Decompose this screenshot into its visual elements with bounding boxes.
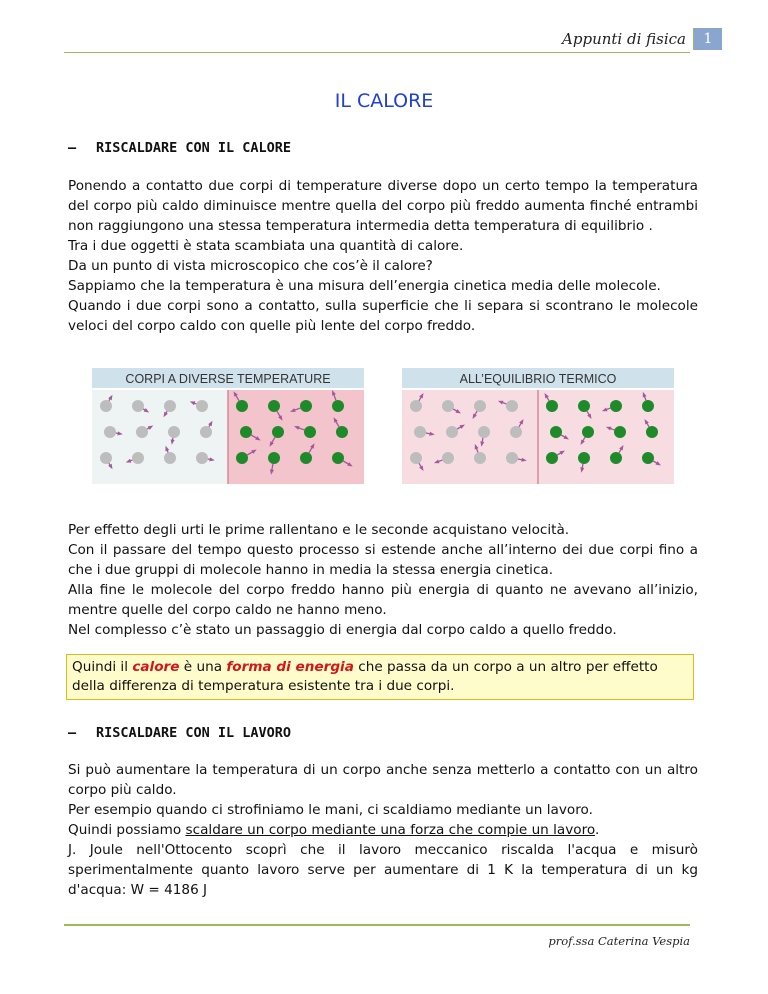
paragraph-line: Con il passare del tempo questo processo si estende anche all’interno dei due corpi fino a che i due gruppi di molecole hanno in media la stessa energia cinetica. xyxy=(68,542,698,578)
page-number: 1 xyxy=(693,28,722,50)
paragraph-line: Ponendo a contatto due corpi di temperature diverse dopo un certo tempo la temperatura del corpo più caldo diminuisce mentre quella del corpo più freddo aumenta finché entrambi non raggiungono una stessa temperatura intermedia detta temperatura di equilibrio . xyxy=(68,178,698,234)
definition-text: che passa da un corpo a un altro per effetto della differenza di temperatura esistente tra i due corpi. xyxy=(72,659,658,694)
hot-molecule xyxy=(550,426,562,438)
hot-molecule xyxy=(240,426,252,438)
cold-molecule xyxy=(510,426,522,438)
cold-molecule xyxy=(164,452,176,464)
hot-molecule xyxy=(646,426,658,438)
hot-molecule xyxy=(642,400,654,412)
paragraph-intro xyxy=(68,176,698,336)
cold-molecule xyxy=(478,426,490,438)
section-heading-text: RISCALDARE CON IL CALORE xyxy=(96,140,292,156)
hot-molecule xyxy=(546,400,558,412)
cold-molecule xyxy=(104,426,116,438)
cold-molecule xyxy=(506,452,518,464)
molecules-figure xyxy=(92,368,674,484)
document-title: IL CALORE xyxy=(334,90,434,112)
hot-molecule xyxy=(578,452,590,464)
section-heading-text: RISCALDARE CON IL LAVORO xyxy=(96,725,292,741)
cold-molecule xyxy=(100,400,112,412)
footer-author: prof.ssa Caterina Vespia xyxy=(548,934,690,948)
paragraph-line: J. Joule nell'Ottocento scoprì che il lavoro meccanico riscalda l'acqua e misurò sperimentalmente quanto lavoro serve per aumentare di 1 K la temperatura di un kg d'acqua: W = 4186 J xyxy=(68,842,698,898)
cold-molecule xyxy=(410,400,422,412)
cold-molecule xyxy=(474,452,486,464)
hot-molecule xyxy=(336,426,348,438)
cold-molecule xyxy=(446,426,458,438)
paragraph-line: Nel complesso c’è stato un passaggio di energia dal corpo caldo a quello freddo. xyxy=(68,622,617,638)
section-bullet: – xyxy=(68,140,77,156)
section-bullet: – xyxy=(68,725,77,741)
hot-molecule xyxy=(582,426,594,438)
hot-molecule xyxy=(332,452,344,464)
hot-molecule xyxy=(578,400,590,412)
hot-molecule xyxy=(546,452,558,464)
figure-left-label: CORPI A DIVERSE TEMPERATURE xyxy=(125,372,331,386)
definition-box xyxy=(66,654,694,700)
paragraph-line: Da un punto di vista microscopico che cos’è il calore? xyxy=(68,258,433,274)
cold-molecule xyxy=(414,426,426,438)
cold-molecule xyxy=(100,452,112,464)
section-heading-lavoro xyxy=(68,725,291,741)
cold-molecule xyxy=(132,400,144,412)
cold-molecule xyxy=(474,400,486,412)
hot-molecule xyxy=(610,452,622,464)
paragraph-explanation xyxy=(68,520,698,640)
cold-molecule xyxy=(200,426,212,438)
hot-molecule xyxy=(268,452,280,464)
figure-right-label: ALL’EQUILIBRIO TERMICO xyxy=(459,372,617,386)
paragraph-line: Alla fine le molecole del corpo freddo hanno più energia di quanto ne avevano all’inizio, mentre quelle del corpo caldo ne hanno meno. xyxy=(68,582,698,618)
hot-molecule xyxy=(610,400,622,412)
running-header-title: Appunti di fisica xyxy=(562,30,686,48)
hot-molecule xyxy=(304,426,316,438)
paragraph-line: Per effetto degli urti le prime rallentano e le seconde acquistano velocità. xyxy=(68,522,570,538)
term-forma-di-energia: forma di energia xyxy=(226,659,354,675)
term-calore: calore xyxy=(132,659,180,675)
cold-molecule xyxy=(196,400,208,412)
text-span: . xyxy=(594,822,600,838)
cold-molecule xyxy=(410,452,422,464)
section-heading-calore xyxy=(68,140,291,156)
hot-molecule xyxy=(332,400,344,412)
paragraph-line: Sappiamo che la temperatura è una misura dell’energia cinetica media delle molecole. xyxy=(68,278,661,294)
cold-molecule xyxy=(442,400,454,412)
hot-molecule xyxy=(236,400,248,412)
text-span: Quindi possiamo xyxy=(68,822,186,838)
cold-molecule xyxy=(168,426,180,438)
paragraph-line: Per esempio quando ci strofiniamo le mani, ci scaldiamo mediante un lavoro. xyxy=(68,802,593,818)
header-divider xyxy=(64,52,690,53)
definition-text: è una xyxy=(179,659,227,675)
paragraph-work xyxy=(68,760,698,900)
underlined-statement: scaldare un corpo mediante una forza che compie un lavoro xyxy=(185,822,595,838)
footer-divider xyxy=(64,924,690,926)
cold-molecule xyxy=(196,452,208,464)
hot-molecule xyxy=(300,400,312,412)
hot-molecule xyxy=(268,400,280,412)
paragraph-line: Si può aumentare la temperatura di un corpo anche senza metterlo a contatto con un altro corpo più caldo. xyxy=(68,762,698,798)
paragraph-line: Quando i due corpi sono a contatto, sulla superficie che li separa si scontrano le molecole veloci del corpo caldo con quelle più lente del corpo freddo. xyxy=(68,298,698,334)
hot-molecule xyxy=(236,452,248,464)
hot-molecule xyxy=(614,426,626,438)
cold-molecule xyxy=(506,400,518,412)
hot-molecule xyxy=(642,452,654,464)
hot-molecule xyxy=(272,426,284,438)
cold-molecule xyxy=(164,400,176,412)
paragraph-line xyxy=(68,820,698,840)
cold-molecule xyxy=(442,452,454,464)
cold-molecule xyxy=(136,426,148,438)
definition-text: Quindi il xyxy=(72,659,133,675)
paragraph-line: Tra i due oggetti è stata scambiata una quantità di calore. xyxy=(68,238,464,254)
hot-molecule xyxy=(300,452,312,464)
cold-molecule xyxy=(132,452,144,464)
